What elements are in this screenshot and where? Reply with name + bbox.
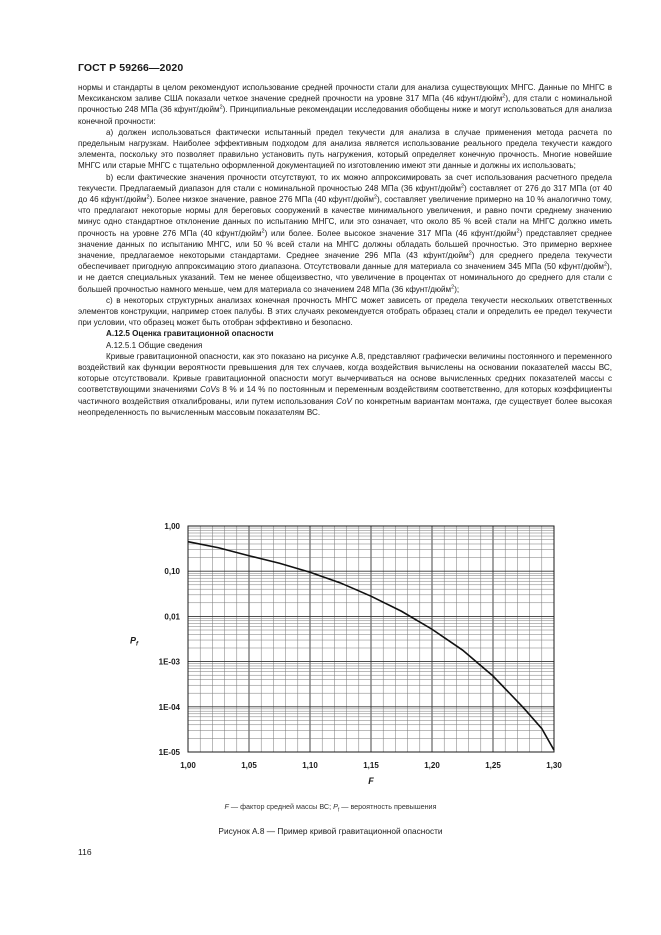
x-tick-labels — [180, 761, 562, 770]
paragraph-intro: нормы и стандарты в целом рекомендуют использование средней прочности стали для анализа существующих МНГС. Данные по МНГС в Мексиканском заливе США показали четкое значение средней прочности на уровне 317 МПа (46 кфунт/дюйм$^2$), для стали с номинальной прочностью 248 МПа (36 кфунт/дюйм$^2$). Принципиальные рекомендации исследования обобщены ниже и могут использоваться для анализа конечной прочности: — [78, 83, 612, 126]
y-tick-label: 1E-03 — [158, 657, 180, 667]
figure-caption: Рисунок A.8 — Пример кривой гравитационной опасности — [218, 826, 443, 836]
section-heading: A.12.5 Оценка гравитационной опасности — [106, 329, 274, 339]
chart-grid — [188, 526, 554, 752]
paragraph-gravity: Кривые гравитационной опасности, как это показано на рисунке A.8, представляют графически величины постоянного и переменного воздействий как функции вероятности превышения для тех случаев, когда воздействия вычислены на основании показателей массы ВС, которые отсутствовали. Кривые гравитационной опасности могут вычерчиваться на основе вычисленных средних показателей массы с соответствующими значениями CoVs 8 % и 14 % по постоянным и переменным воздействиям соответственно, для которых коэффициенты частичного воздействия откалиброваны, или путем использования CoV по конкретным вариантам монтажа, где существует более высокая неопределенность по вычисленным массовым показателям ВС. — [78, 351, 612, 417]
subsection-heading: A.12.5.1 Общие сведения — [106, 340, 203, 350]
y-tick-label: 1E-04 — [158, 702, 180, 712]
page-number: 116 — [78, 847, 92, 857]
x-tick-label: 1,05 — [241, 761, 257, 770]
chart-svg — [118, 518, 578, 788]
gravity-hazard-chart — [118, 518, 578, 788]
paragraph-item-b: b) если фактические значения прочности отсутствуют, то их можно аппроксимировать за счет использования расчетного предела текучести. Предлагаемый диапазон для стали с номинальной прочностью 248 МПа (36 кфунт/дюйм$^2$) составляет от 276 до 317 МПа (от 40 до 46 кфунт/дюйм$^2$). Более низкое значение, равное 276 МПа (40 кфунт/дюйм$^2$), составляет увеличение примерно на 10 % аналогично тому, что предлагают некоторые нормы для береговых сооружений в качестве минимального увеличения, и равно почти среднему значению минус одно стандартное отклонение данных по испытанию МНГС, или это означает, что около 85 % всей стали на МНГС должно иметь прочность на уровне 276 МПа (40 кфунт/дюйм$^2$) или более. Более высокое значение 317 МПа (46 кфунт/дюйм$^2$) представляет среднее значение данных по испытанию МНГС, или 50 % всей стали на МНГС должны обладать большей прочностью. Это примерно верхнее значение, предлагаемое некоторыми стандартами. Среднее значение 296 МПа (43 кфунт/дюйм$^2$) для среднего предела текучести обеспечивает пригодную аппроксимацию этого диапазона. Отсутствовали данные для материала со значением 345 МПа (50 кфунт/дюйм$^2$), и не дается специальных указаний. Тем не менее общеизвестно, что увеличение в процентах от номинального до среднего для стали с большей прочностью намного меньше, чем для материала со значением 248 МПа (36 кфунт/дюйм$^2$); — [78, 172, 613, 294]
figure-legend-note: F — фактор средней массы ВС; $P_f$ — вероятность превышения — [224, 802, 437, 814]
x-axis-label: F — [368, 776, 374, 786]
x-tick-label: 1,15 — [363, 761, 379, 770]
y-tick-label: 0,01 — [164, 612, 180, 622]
x-tick-label: 1,25 — [485, 761, 501, 770]
body-text — [78, 82, 612, 418]
y-tick-label: 1,00 — [164, 522, 180, 531]
paragraph-item-a: a) должен использоваться фактически испытанный предел текучести для анализа в случае применения метода расчета по предельным нагрузкам. Наиболее эффективным подходом для анализа является использование реального предела текучести каждого элемента, поскольку это позволяет правильно установить путь нагружения, который определяет конечную прочность. Многие новейшие МНГС или старые МНГС с тщательно оформленной документацией по изготовлению имеют эти данные и должны их использовать; — [78, 127, 612, 171]
x-tick-label: 1,20 — [424, 761, 440, 770]
y-tick-labels — [159, 522, 181, 757]
document-header: ГОСТ Р 59266—2020 — [78, 62, 184, 74]
y-axis-label: $P_f$ — [130, 635, 139, 648]
x-tick-label: 1,30 — [546, 761, 562, 770]
paragraph-item-c: c) в некоторых структурных анализах конечная прочность МНГС может зависеть от предела текучести нескольких ответственных элементов конструкции, например стоек палубы. В этих случаях рекомендуется отобрать образец стали и определить ее предел текучести при условии, что образец может быть отобран эффективно и безопасно. — [78, 295, 612, 328]
y-tick-label: 0,10 — [164, 567, 180, 577]
y-tick-label: 1E-05 — [158, 748, 180, 757]
x-tick-label: 1,10 — [302, 761, 318, 770]
x-tick-label: 1,00 — [180, 761, 196, 770]
